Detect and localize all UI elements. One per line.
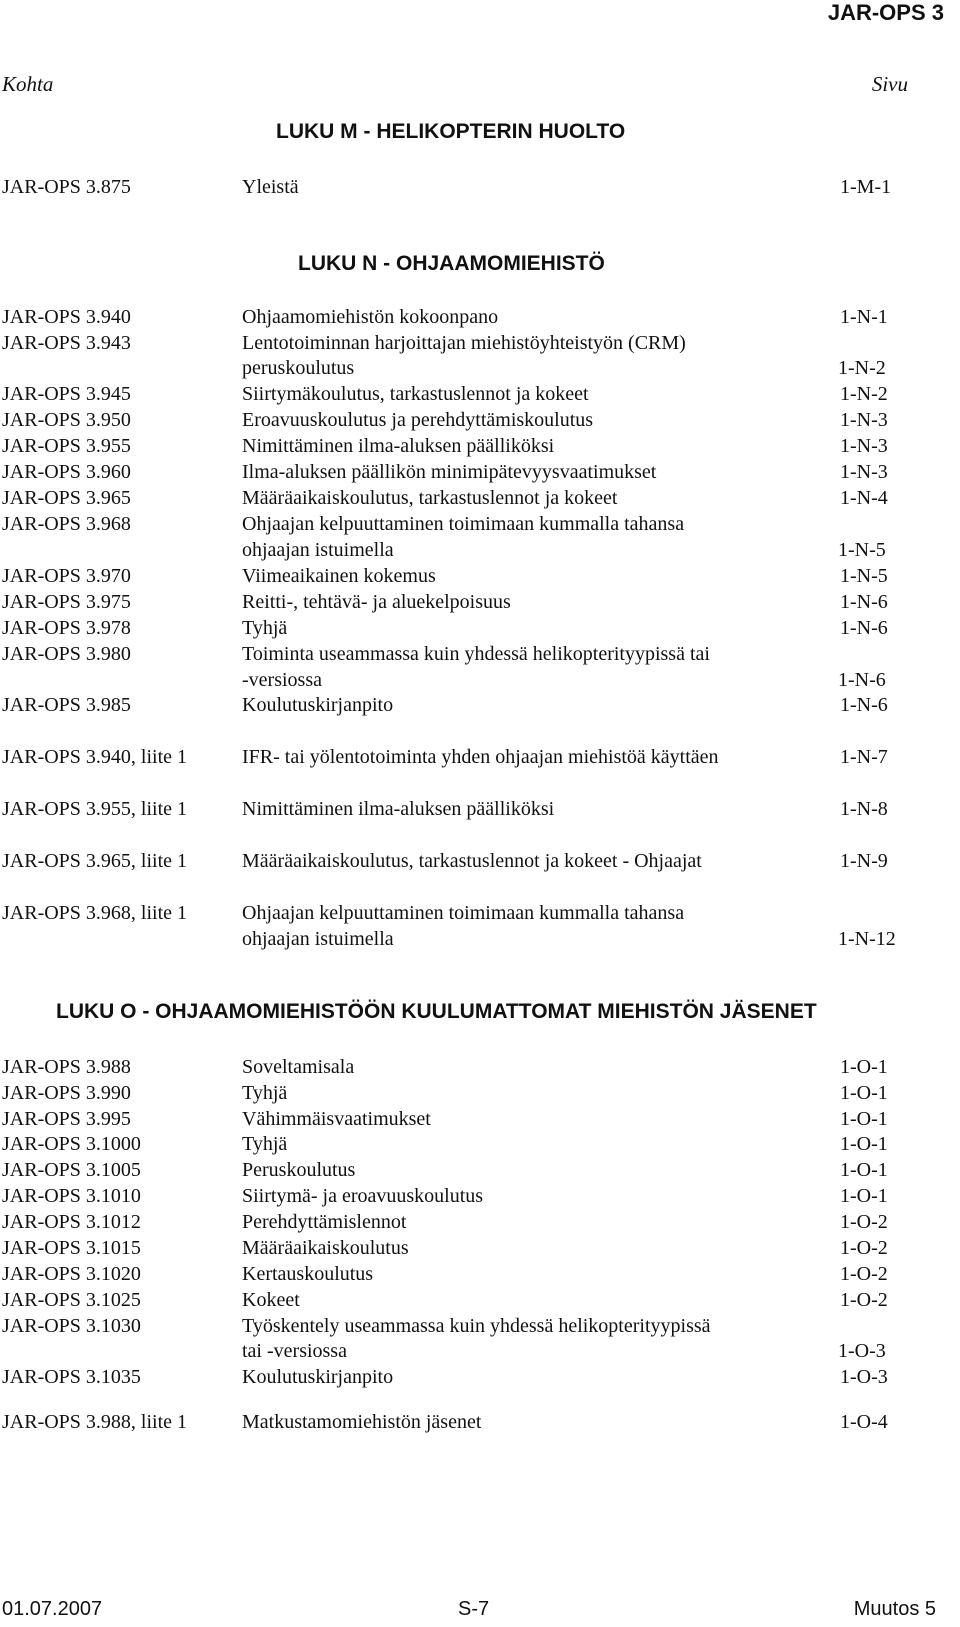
toc-entry-page: 1-N-2 [838,357,886,379]
toc-entry-title: Ohjaamomiehistön kokoonpano [242,306,499,328]
toc-entry [2,1054,930,1080]
column-label-kohta: Kohta [2,72,54,96]
toc-entry-code: JAR-OPS 3.960 [2,461,131,483]
toc-entry-code: JAR-OPS 3.978 [2,617,131,639]
toc-entry-title: Ohjaajan kelpuuttaminen toimimaan kummalla tahansa [242,902,685,924]
toc-entry-title: Reitti-, tehtävä- ja aluekelpoisuus [242,591,511,613]
toc-entry-code: JAR-OPS 3.1025 [2,1289,141,1311]
toc-entry [2,433,930,459]
toc-entry [2,407,930,433]
toc-entry [2,174,930,200]
footer-page-number: S-7 [458,1598,490,1620]
toc-entry-page: 1-O-1 [840,1159,888,1181]
toc-entry-code: JAR-OPS 3.1035 [2,1366,141,1388]
toc-entry-page: 1-N-6 [840,694,888,716]
toc-entry [2,692,930,718]
toc-entry-title: Tyhjä [242,1082,288,1104]
toc-entry [2,796,930,822]
toc-entry-code: JAR-OPS 3.1015 [2,1237,141,1259]
toc-entry-code: JAR-OPS 3.968 [2,513,131,535]
toc-entry-page: 1-O-1 [840,1185,888,1207]
toc-entry-title: Lentotoiminnan harjoittajan miehistöyhteistyön (CRM) [242,332,686,354]
toc-entry-code: JAR-OPS 3.988 [2,1056,131,1078]
toc-entry-title: Koulutuskirjanpito [242,694,394,716]
toc-entry-title-line2: -versiossa [242,669,322,691]
toc-entry-page: 1-N-7 [840,746,888,768]
toc-entry-title: Eroavuuskoulutus ja perehdyttämiskoulutus [242,409,594,431]
toc-entry-page: 1-N-5 [838,539,886,561]
toc-entry-title: Kokeet [242,1289,300,1311]
section-heading-n: LUKU N - OHJAAMOMIEHISTÖ [298,252,605,275]
toc-entry [2,1409,930,1435]
toc-entry [2,744,930,770]
toc-entry-page: 1-N-12 [838,928,896,950]
footer-date: 01.07.2007 [2,1598,103,1620]
toc-entry-page: 1-N-9 [840,850,888,872]
toc-entry-continuation [242,1338,930,1364]
toc-entry-page: 1-O-3 [838,1340,886,1362]
toc-entry-code: JAR-OPS 3.988, liite 1 [2,1411,188,1433]
toc-entry-code: JAR-OPS 3.1012 [2,1211,141,1233]
footer-revision: Muutos 5 [853,1598,936,1620]
toc-entry-page: 1-O-1 [840,1108,888,1130]
toc-entry-page: 1-N-8 [840,798,888,820]
toc-entry-page: 1-N-4 [840,487,888,509]
toc-entry [2,1364,930,1390]
toc-entry-title: Työskentely useammassa kuin yhdessä helikopterityypissä [242,1315,711,1337]
toc-entry [2,1080,930,1106]
toc-entry-page: 1-O-3 [840,1366,888,1388]
toc-entry [2,563,930,589]
toc-entry-page: 1-O-1 [840,1056,888,1078]
toc-entry [2,641,930,667]
toc-entry-page: 1-N-3 [840,435,888,457]
toc-entry-title: Siirtymä- ja eroavuuskoulutus [242,1185,484,1207]
toc-entry-title: Määräaikaiskoulutus [242,1237,409,1259]
toc-entry-title: IFR- tai yölentotoiminta yhden ohjaajan miehistöä käyttäen [242,746,719,768]
toc-entry-title: Peruskoulutus [242,1159,356,1181]
toc-entry [2,1313,930,1339]
toc-entry-page: 1-M-1 [840,176,892,198]
toc-entry [2,330,930,356]
toc-entry [2,1209,930,1235]
toc-entry [2,589,930,615]
toc-entry-title-line2: ohjaajan istuimella [242,539,394,561]
toc-entry-code: JAR-OPS 3.965, liite 1 [2,850,188,872]
toc-entry-continuation [242,667,930,693]
toc-entry-title-line2: tai -versiossa [242,1340,347,1362]
toc-entry-title: Kertauskoulutus [242,1263,374,1285]
toc-entry-page: 1-O-1 [840,1082,888,1104]
toc-entry-page: 1-O-2 [840,1289,888,1311]
document-header-title: JAR-OPS 3 [827,0,944,25]
toc-entry-code: JAR-OPS 3.940 [2,306,131,328]
toc-entry [2,381,930,407]
toc-entry [2,1183,930,1209]
toc-entry-code: JAR-OPS 3.1020 [2,1263,141,1285]
toc-entry [2,1261,930,1287]
toc-entry-page: 1-O-2 [840,1211,888,1233]
toc-entry-title: Määräaikaiskoulutus, tarkastuslennot ja kokeet - Ohjaajat [242,850,702,872]
toc-entry-title: Toiminta useammassa kuin yhdessä helikopterityypissä tai [242,643,710,665]
toc-entry-code: JAR-OPS 3.955, liite 1 [2,798,188,820]
column-label-sivu: Sivu [871,72,908,96]
toc-entry-page: 1-N-2 [840,383,888,405]
toc-entry-code: JAR-OPS 3.943 [2,332,131,354]
toc-entry-page: 1-N-6 [840,617,888,639]
toc-entry [2,1157,930,1183]
toc-entry-code: JAR-OPS 3.945 [2,383,131,405]
toc-entry-title: Tyhjä [242,1133,288,1155]
page-footer [0,1598,960,1626]
toc-entry-title: Nimittäminen ilma-aluksen päälliköksi [242,435,555,457]
toc-entry-code: JAR-OPS 3.940, liite 1 [2,746,188,768]
toc-entry-title: Perehdyttämislennot [242,1211,407,1233]
toc-entry-code: JAR-OPS 3.995 [2,1108,131,1130]
toc-entry [2,1131,930,1157]
toc-entry-code: JAR-OPS 3.970 [2,565,131,587]
toc-entry-page: 1-O-2 [840,1237,888,1259]
toc-entry-title: Vähimmäisvaatimukset [242,1108,431,1130]
toc-entry-page: 1-O-2 [840,1263,888,1285]
toc-entry [2,1235,930,1261]
toc-entry-continuation [242,537,930,563]
toc-entry-page: 1-N-1 [840,306,888,328]
toc-entry [2,1287,930,1313]
toc-entry [2,304,930,330]
toc-entry [2,459,930,485]
toc-entry-code: JAR-OPS 3.975 [2,591,131,613]
toc-entry-code: JAR-OPS 3.965 [2,487,131,509]
toc-entry-title: Soveltamisala [242,1056,355,1078]
toc-entry-code: JAR-OPS 3.875 [2,176,131,198]
toc-entry-title: Ohjaajan kelpuuttaminen toimimaan kummalla tahansa [242,513,685,535]
toc-entry-page: 1-O-1 [840,1133,888,1155]
toc-entry-code: JAR-OPS 3.980 [2,643,131,665]
toc-entry-page: 1-N-3 [840,461,888,483]
toc-entry [2,1106,930,1132]
toc-entry-code: JAR-OPS 3.990 [2,1082,131,1104]
toc-entry-code: JAR-OPS 3.985 [2,694,131,716]
toc-entry-title: Siirtymäkoulutus, tarkastuslennot ja kokeet [242,383,589,405]
toc-entry [2,848,930,874]
toc-entry-continuation [242,926,930,952]
toc-entry [2,485,930,511]
toc-entry-code: JAR-OPS 3.968, liite 1 [2,902,188,924]
toc-entry-page: 1-N-6 [840,591,888,613]
toc-entry-page: 1-N-5 [840,565,888,587]
toc-entry-title-line2: peruskoulutus [242,357,355,379]
toc-entry-title: Matkustamomiehistön jäsenet [242,1411,482,1433]
toc-entry-code: JAR-OPS 3.955 [2,435,131,457]
toc-entry-title: Viimeaikainen kokemus [242,565,436,587]
toc-entry-title: Nimittäminen ilma-aluksen päälliköksi [242,798,555,820]
toc-entry-code: JAR-OPS 3.950 [2,409,131,431]
section-heading-m: LUKU M - HELIKOPTERIN HUOLTO [276,120,626,143]
toc-entry [2,511,930,537]
toc-entry-title: Tyhjä [242,617,288,639]
toc-entry-title: Ilma-aluksen päällikön minimipätevyysvaatimukset [242,461,657,483]
toc-entry-title: Määräaikaiskoulutus, tarkastuslennot ja kokeet [242,487,618,509]
toc-entry-title: Yleistä [242,176,299,198]
toc-entry-code: JAR-OPS 3.1010 [2,1185,141,1207]
toc-entry-title-line2: ohjaajan istuimella [242,928,394,950]
toc-entry [2,615,930,641]
section-heading-o: LUKU O - OHJAAMOMIEHISTÖÖN KUULUMATTOMAT MIEHISTÖN JÄSENET [56,1000,817,1023]
toc-entry-title: Koulutuskirjanpito [242,1366,394,1388]
toc-entry-page: 1-O-4 [840,1411,888,1433]
toc-entry-code: JAR-OPS 3.1030 [2,1315,141,1337]
toc-entry-code: JAR-OPS 3.1000 [2,1133,141,1155]
toc-entry-page: 1-N-3 [840,409,888,431]
toc-entry-code: JAR-OPS 3.1005 [2,1159,141,1181]
toc-entry-page: 1-N-6 [838,669,886,691]
toc-entry [2,900,930,926]
toc-entry-continuation [242,355,930,381]
